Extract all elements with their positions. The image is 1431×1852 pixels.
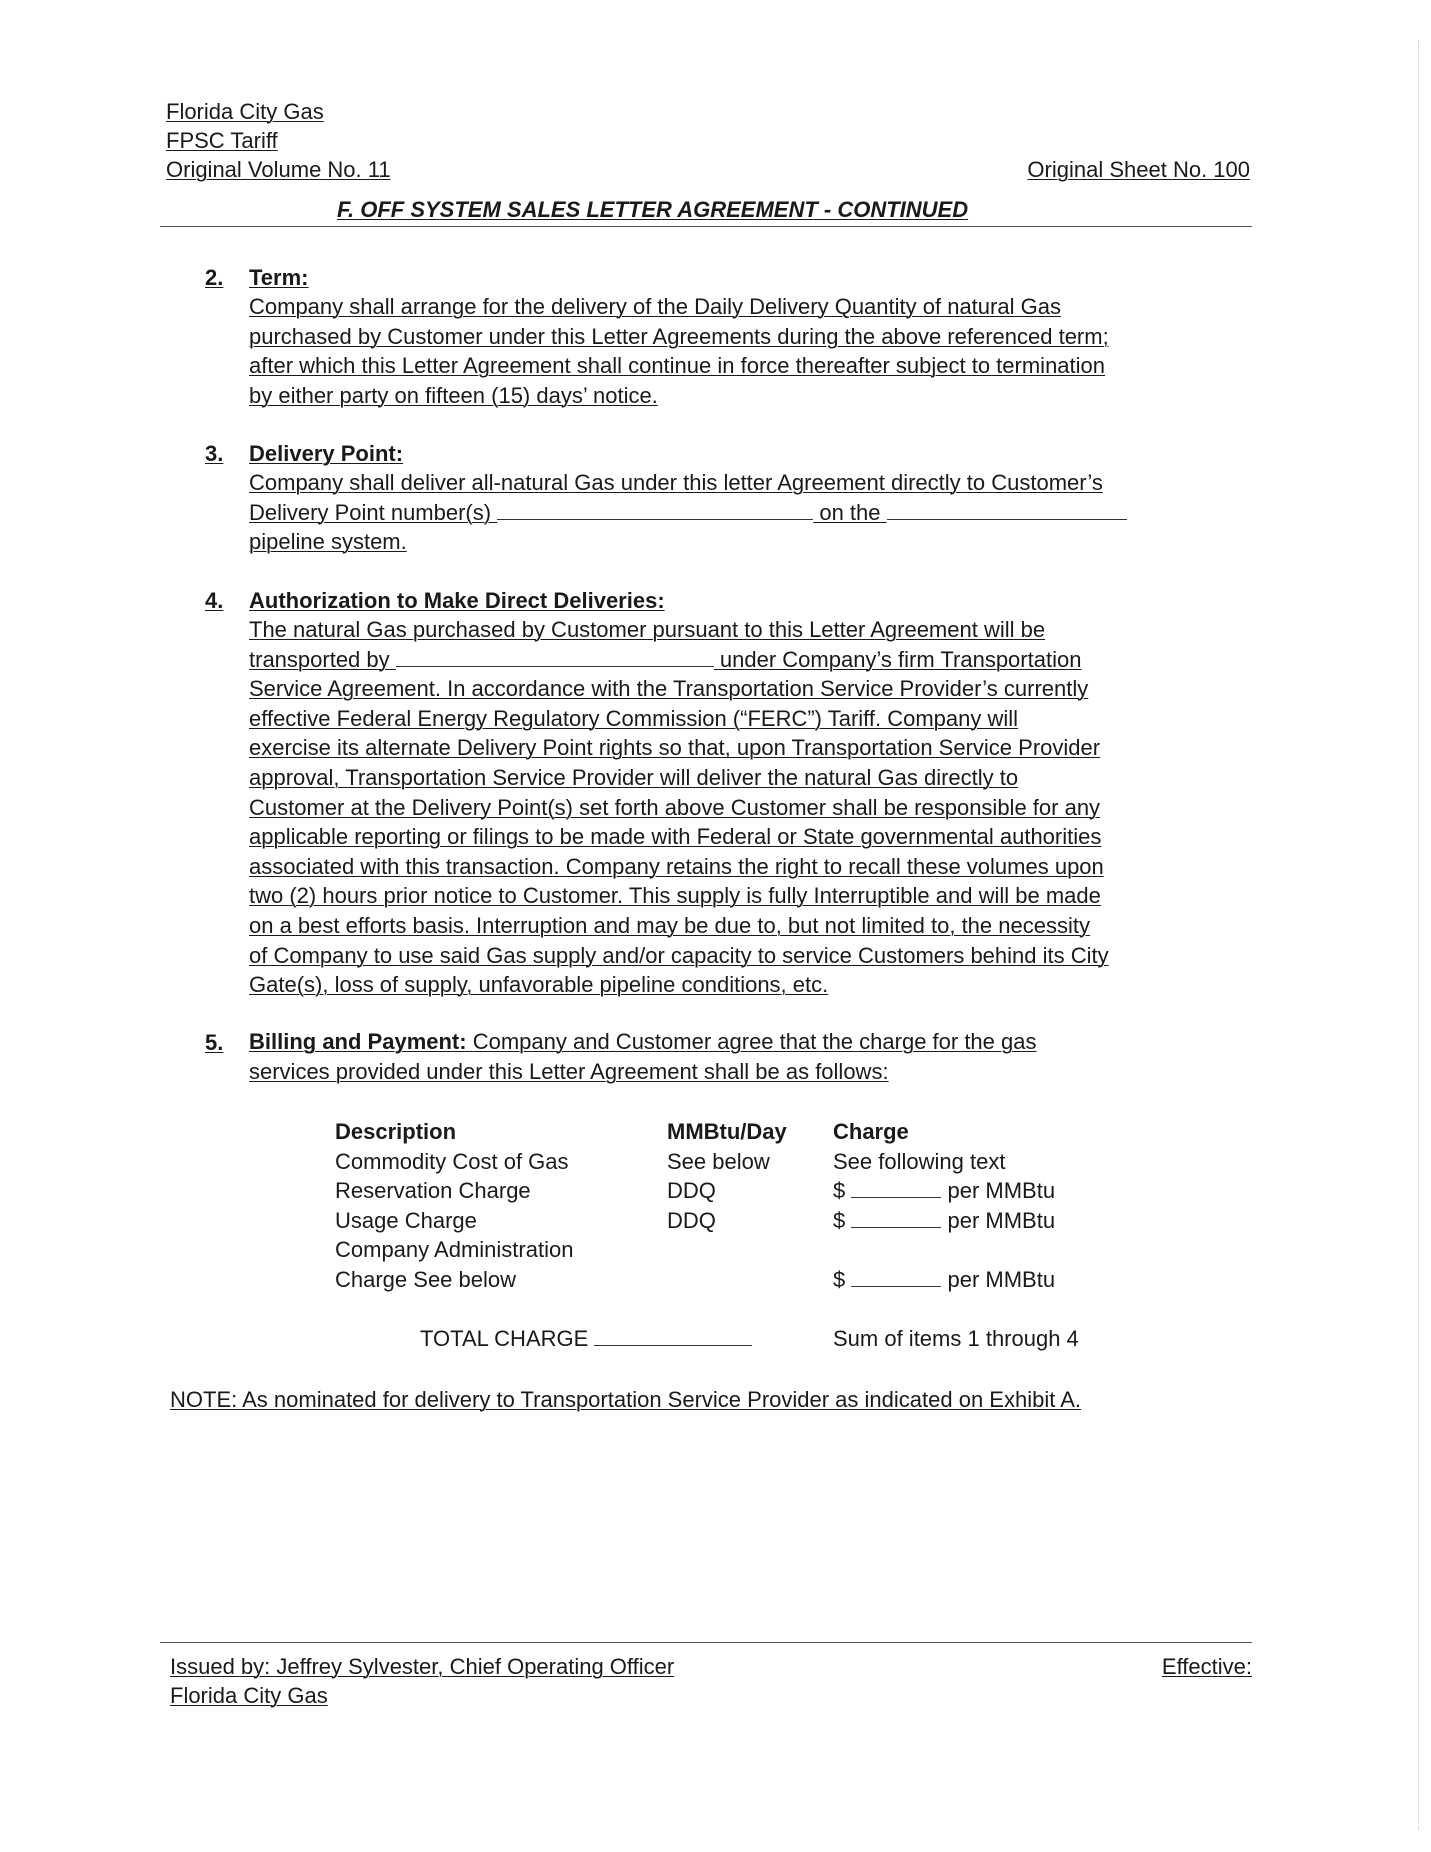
authorization-line-13: Gate(s), loss of supply, unfavorable pipeline conditions, etc.: [249, 972, 829, 998]
delivery-heading: Delivery Point:: [249, 441, 404, 466]
term-line-2: purchased by Customer under this Letter Agreements during the above referenced term;: [249, 323, 1109, 349]
table-row-charge: See following text: [833, 1148, 1006, 1174]
authorization-line-10: two (2) hours prior notice to Customer. This supply is fully Interruptible and will be made: [249, 883, 1101, 909]
authorization-number: 4.: [205, 588, 224, 613]
authorization-line-2: [249, 645, 1269, 675]
header-tariff: FPSC Tariff: [166, 128, 278, 153]
note: NOTE: As nominated for delivery to Transportation Service Provider as indicated on Exhibit A.: [170, 1387, 1082, 1412]
transported-by-label: transported by: [249, 646, 390, 672]
table-row-qty: DDQ: [667, 1207, 716, 1233]
authorization-line-5: exercise its alternate Delivery Point rights so that, upon Transportation Service Provider: [249, 735, 1101, 761]
pipeline-name-blank: [887, 501, 1127, 520]
transporter-blank: [396, 648, 714, 667]
delivery-body: [249, 468, 1269, 557]
footer-effective: Effective:: [1161, 1654, 1252, 1679]
authorization-line-11: on a best efforts basis. Interruption and may be due to, but not limited to, the necessity: [249, 912, 1090, 938]
header-company: Florida City Gas: [166, 99, 324, 124]
table-header-charge: Charge: [833, 1119, 909, 1144]
table-row-charge: $ per MMBtu: [833, 1267, 1056, 1292]
rate-blank: [851, 1209, 941, 1228]
table-row-charge: $ per MMBtu: [833, 1207, 1056, 1233]
term-line-4: by either party on fifteen (15) days’ notice.: [249, 382, 658, 408]
delivery-number: 3.: [205, 441, 224, 466]
charges-table: [0, 1117, 1431, 1357]
authorization-line-9: associated with this transaction. Company retains the right to recall these volumes upon: [249, 853, 1104, 879]
term-heading: Term:: [249, 265, 309, 290]
table-row-desc: Usage Charge: [335, 1207, 477, 1233]
total-charge: [420, 1324, 752, 1354]
authorization-line-8: applicable reporting or filings to be made with Federal or State governmental authorities: [249, 824, 1102, 850]
delivery-line-1: Company shall deliver all-natural Gas under this letter Agreement directly to Customer’s: [249, 470, 1103, 495]
term-number: 2.: [205, 265, 224, 290]
term-body: [249, 292, 1269, 410]
table-header-description: Description: [335, 1119, 457, 1144]
authorization-line-12: of Company to use said Gas supply and/or capacity to service Customers behind its City: [249, 942, 1109, 968]
table-header-mmbtu: MMBtu/Day: [667, 1119, 787, 1144]
rate-blank: [851, 1268, 941, 1287]
delivery-point-blank: [497, 501, 813, 520]
billing-number: 5.: [205, 1030, 224, 1055]
table-row-desc: Company Administration: [335, 1237, 574, 1263]
footer-issued-by: Issued by: Jeffrey Sylvester, Chief Operating Officer: [170, 1654, 675, 1679]
scan-edge: [1418, 40, 1422, 1830]
authorization-line-4: effective Federal Energy Regulatory Commission (“FERC”) Tariff. Company will: [249, 705, 1019, 731]
authorization-line-6: approval, Transportation Service Provider will deliver the natural Gas directly to: [249, 764, 1019, 790]
authorization-line-3: Service Agreement. In accordance with the Transportation Service Provider’s currently: [249, 676, 1089, 702]
authorization-body: [249, 615, 1269, 1000]
billing-line-1: [249, 1027, 1269, 1057]
table-row-charge: $ per MMBtu: [833, 1178, 1056, 1204]
table-row-desc: Reservation Charge: [335, 1178, 531, 1204]
header-sheet: Original Sheet No. 100: [1027, 157, 1250, 182]
total-charge-label: TOTAL CHARGE: [420, 1326, 589, 1351]
table-row-qty: DDQ: [667, 1178, 716, 1204]
table-row-desc: Commodity Cost of Gas: [335, 1148, 569, 1174]
term-line-3: after which this Letter Agreement shall continue in force thereafter subject to termination: [249, 353, 1106, 379]
delivery-line-3: pipeline system.: [249, 529, 407, 555]
delivery-on-the: on the: [819, 499, 881, 525]
transported-under: under Company’s firm Transportation: [719, 646, 1082, 672]
billing-line-2: services provided under this Letter Agreement shall be as follows:: [249, 1058, 889, 1084]
rate-blank: [851, 1179, 941, 1198]
table-row-qty: See below: [667, 1148, 770, 1174]
authorization-line-7: Customer at the Delivery Point(s) set forth above Customer shall be responsible for any: [249, 794, 1101, 820]
term-line-1: Company shall arrange for the delivery of the Daily Delivery Quantity of natural Gas: [249, 294, 1061, 319]
billing-line-1-text: Company and Customer agree that the charge for the gas: [472, 1029, 1037, 1054]
footer-rule: [160, 1642, 1252, 1643]
header-volume: Original Volume No. 11: [166, 157, 391, 182]
total-blank: [594, 1327, 752, 1346]
billing-body: [249, 1027, 1269, 1086]
billing-heading: Billing and Payment:: [249, 1029, 467, 1054]
header-rule: [160, 226, 1252, 227]
authorization-line-1: The natural Gas purchased by Customer pursuant to this Letter Agreement will be: [249, 617, 1046, 642]
authorization-heading: Authorization to Make Direct Deliveries:: [249, 588, 665, 613]
total-charge-value: Sum of items 1 through 4: [833, 1326, 1079, 1351]
footer-company: Florida City Gas: [170, 1683, 328, 1708]
table-row-desc: Charge See below: [335, 1267, 517, 1292]
page-title: F. OFF SYSTEM SALES LETTER AGREEMENT - CONTINUED: [337, 197, 969, 222]
delivery-line-2: [249, 498, 1269, 528]
delivery-point-label: Delivery Point number(s): [249, 499, 492, 525]
